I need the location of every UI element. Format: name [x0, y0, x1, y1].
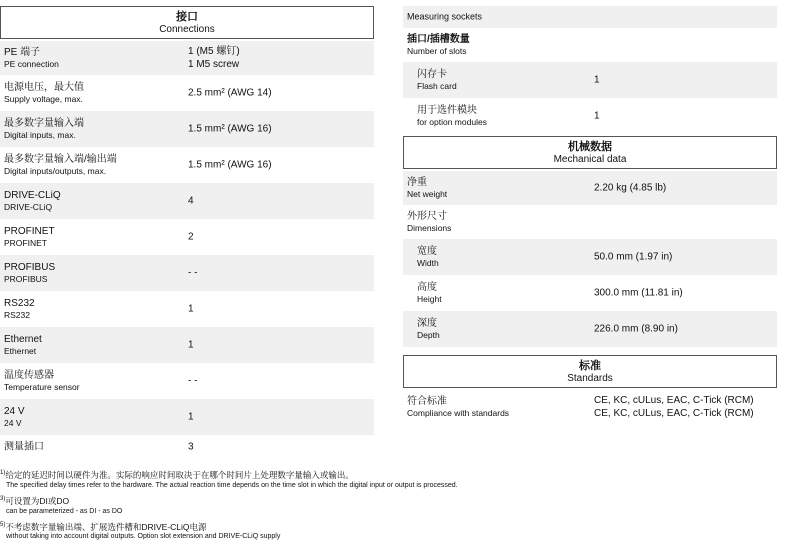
connections-title-en: Connections: [159, 24, 215, 35]
row-label-zh: 最多数字量输入端/输出端: [4, 154, 117, 165]
row-label-en: DRIVE-CLiQ: [4, 202, 53, 212]
row-label-zh: 测量插口: [4, 441, 44, 453]
row-label-zh: RS232: [4, 298, 35, 309]
connections-header: [0, 6, 374, 39]
row-label-en: Flash card: [417, 81, 457, 91]
row-label-zh: PROFINET: [4, 226, 55, 237]
row-label-zh: 高度: [417, 282, 437, 293]
row-label-en: Ethernet: [4, 346, 37, 356]
row-label-zh: PE 端子: [4, 47, 41, 58]
row-label-en: Width: [417, 258, 439, 268]
row-value: CE, KC, cULus, EAC, C-Tick (RCM): [594, 395, 754, 406]
row-label-zh: 净重: [407, 177, 427, 188]
row-value: 2.5 mm² (AWG 14): [188, 87, 272, 99]
row-value: 226.0 mm (8.90 in): [594, 323, 678, 335]
row-value: - -: [188, 267, 198, 279]
row-value: 1: [594, 110, 600, 122]
row-label-en: Depth: [417, 330, 440, 340]
standards-header: [403, 355, 777, 388]
row-label-zh: 深度: [417, 318, 437, 329]
row-label-zh: 24 V: [4, 406, 25, 417]
footnote-text-en: The specified delay times refer to the hardware. The actual reaction time depends on the time slot in which the digital input or output is processed.: [6, 481, 458, 489]
standards-title-en: Standards: [567, 373, 613, 384]
footnote-text-zh: 给定的延迟时间以硬件为准。实际的响应时间取决于在哪个时间片上处理数字量输入或输出。: [5, 469, 354, 480]
row-label-en: Supply voltage, max.: [4, 94, 83, 104]
table-row: [0, 41, 374, 75]
row-value: 1: [188, 339, 194, 351]
table-row: [0, 291, 374, 327]
table-row: [0, 147, 374, 183]
table-row: [0, 435, 374, 459]
table-row: [403, 239, 777, 275]
row-label-zh: DRIVE-CLiQ: [4, 190, 61, 201]
footnote-mark: 5): [0, 521, 6, 528]
row-value: 1 (M5 螺钉): [188, 46, 240, 57]
row-label-zh: 闪存卡: [417, 69, 447, 80]
row-label-en: Digital inputs, max.: [4, 130, 76, 140]
footnote-text-en: without taking into account digital outputs. Option slot extension and DRIVE-CLiQ supply: [6, 533, 281, 541]
row-value: 1: [188, 303, 194, 315]
row-label-zh: 最多数字量输入端: [4, 118, 84, 129]
row-value: 1.5 mm² (AWG 16): [188, 159, 272, 171]
mechanical-title-en: Mechanical data: [553, 154, 627, 165]
row-value: 2: [188, 231, 194, 243]
row-value: - -: [188, 375, 198, 387]
footnote: [0, 520, 790, 542]
row-value: 1.5 mm² (AWG 16): [188, 123, 272, 135]
row-label-zh: Ethernet: [4, 334, 42, 345]
table-row: [0, 363, 374, 399]
mechanical-header: [403, 136, 777, 169]
row-label-en: RS232: [4, 310, 30, 320]
table-row: [403, 205, 777, 239]
row-value-2: CE, KC, cULus, EAC, C-Tick (RCM): [594, 408, 754, 419]
row-label-en: Net weight: [407, 189, 448, 199]
table-row: [403, 171, 777, 205]
standards-title-zh: 标准: [579, 360, 601, 372]
table-row: [403, 62, 777, 98]
row-label-en: Height: [417, 294, 442, 304]
row-value: 300.0 mm (11.81 in): [594, 287, 683, 299]
footnotes: [0, 468, 790, 545]
row-label-en: PROFIBUS: [4, 274, 48, 284]
footnote-text-en: can be parameterized - as DI - as DO: [6, 507, 123, 515]
footnote: [0, 468, 790, 490]
connections-section: [0, 0, 374, 459]
table-row: [403, 311, 777, 347]
table-row: [403, 275, 777, 311]
table-row: [0, 111, 374, 147]
table-row: [0, 75, 374, 111]
table-row: [403, 6, 777, 28]
row-label-zh: 电源电压，最大值: [4, 82, 84, 93]
row-label-en: PROFINET: [4, 238, 47, 248]
slots-label-en: Number of slots: [407, 46, 467, 56]
row-label-zh: 符合标准: [407, 396, 447, 407]
table-row: [403, 390, 777, 424]
row-value: 2.20 kg (4.85 lb): [594, 182, 667, 194]
row-label-zh: 宽度: [417, 246, 437, 257]
row-label-zh: 用于选件模块: [417, 105, 477, 116]
row-label-en: 24 V: [4, 418, 22, 428]
table-row: [0, 399, 374, 435]
row-label-en: PE connection: [4, 59, 59, 69]
row-value-en: 1 M5 screw: [188, 59, 240, 70]
mechanical-title-zh: 机械数据: [568, 141, 612, 153]
table-row: [0, 327, 374, 363]
table-row: [403, 28, 777, 62]
row-label-zh: PROFIBUS: [4, 262, 56, 273]
table-row: [0, 219, 374, 255]
row-value: 50.0 mm (1.97 in): [594, 251, 673, 263]
footnote-text-zh: 可设置为DI或DO: [5, 495, 70, 506]
row-label-en: Digital inputs/outputs, max.: [4, 166, 107, 176]
footnote-mark: 1): [0, 470, 6, 476]
row-value: 3: [188, 441, 194, 453]
row-label-en: Compliance with standards: [407, 408, 510, 418]
slots-label-zh: 插口/插槽数量: [407, 34, 470, 45]
footnote-mark: 3): [0, 495, 6, 502]
row-label-zh: 温度传感器: [4, 370, 54, 381]
row-value: 1: [188, 411, 194, 423]
row-label-zh: 外形尺寸: [407, 211, 447, 222]
row-value: 1: [594, 74, 600, 86]
row-label-en: Temperature sensor: [4, 382, 80, 392]
row-label-en: Dimensions: [407, 223, 452, 233]
footnote-text-zh: 不考虑数字量输出端、扩展选件槽和DRIVE-CLiQ电源: [5, 521, 207, 532]
footnote: [0, 494, 790, 516]
right-column: [403, 0, 777, 424]
connections-title-zh: 接口: [176, 11, 198, 23]
table-row: [0, 255, 374, 291]
row-label-en: for option modules: [417, 117, 487, 127]
table-row: [403, 98, 777, 134]
row-value: 4: [188, 195, 194, 207]
measuring-sockets-label: Measuring sockets: [407, 11, 483, 22]
table-row: [0, 183, 374, 219]
